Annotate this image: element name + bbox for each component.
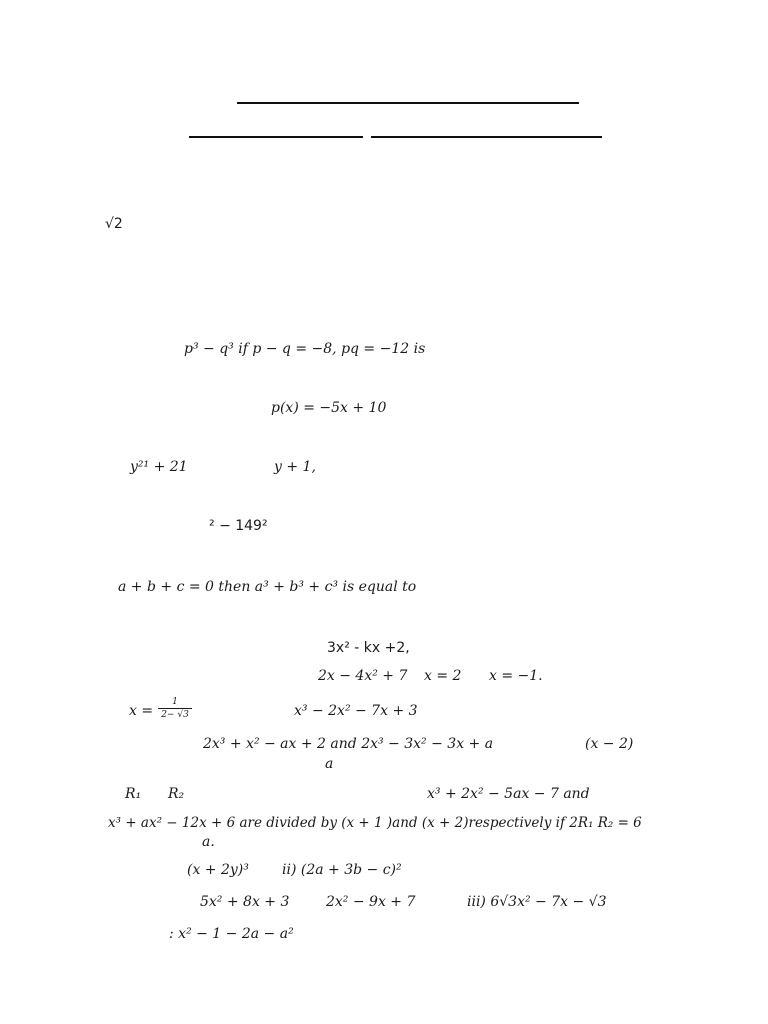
question-y-plus-1: y + 1, bbox=[274, 459, 316, 475]
question-cubic-with-a: x³ + 2x² − 5ax − 7 and bbox=[427, 786, 590, 802]
question-r1: R₁ bbox=[125, 786, 142, 802]
question-r2: R₂ bbox=[168, 786, 185, 802]
question-variable-a: a bbox=[325, 756, 334, 772]
question-p-of-x: p(x) = −5x + 10 bbox=[271, 400, 387, 416]
question-x-equals-minus-1: x = −1. bbox=[489, 668, 543, 684]
question-variable-a-end: a. bbox=[202, 834, 215, 850]
question-factorise-2: 2x² − 9x + 7 bbox=[326, 894, 416, 910]
question-factorise-3: iii) 6√3x² − 7x − √3 bbox=[467, 894, 607, 910]
question-149-squared: ² − 149² bbox=[209, 518, 268, 534]
question-p-q: p³ − q³ if p − q = −8, pq = −12 is bbox=[184, 341, 426, 357]
fraction-denominator: 2− √3 bbox=[161, 710, 189, 720]
question-2x-polynomial: 2x − 4x² + 7 bbox=[318, 668, 408, 684]
subtitle-underline-right bbox=[371, 136, 602, 138]
question-y21: y²¹ + 21 bbox=[130, 459, 188, 475]
question-a-b-c: a + b + c = 0 then a³ + b³ + c³ is equal to bbox=[118, 579, 417, 595]
question-cubic: x³ − 2x² − 7x + 3 bbox=[294, 703, 418, 719]
question-x-equals: x = bbox=[129, 703, 154, 719]
question-factorise-1: 5x² + 8x + 3 bbox=[200, 894, 290, 910]
sqrt-two: √2 bbox=[105, 216, 123, 232]
fraction-bar bbox=[158, 708, 192, 709]
title-underline bbox=[237, 102, 579, 104]
fraction-numerator: 1 bbox=[172, 697, 178, 707]
question-factor-x-minus-2: (x − 2) bbox=[585, 736, 634, 752]
question-remainder-statement: x³ + ax² − 12x + 6 are divided by (x + 1 )and (x + 2)respectively if 2R₁ R₂ = 6 bbox=[108, 815, 642, 831]
question-expand-1: (x + 2y)³ bbox=[187, 862, 249, 878]
subtitle-underline-left bbox=[189, 136, 363, 138]
fraction-one-over-two-minus-root-three bbox=[158, 697, 192, 720]
question-kx: 3x² - kx +2, bbox=[327, 640, 410, 656]
question-two-polynomials: 2x³ + x² − ax + 2 and 2x³ − 3x² − 3x + a bbox=[203, 736, 494, 752]
question-expand-2: ii) (2a + 3b − c)² bbox=[282, 862, 402, 878]
question-factorise-last: : x² − 1 − 2a − a² bbox=[169, 926, 294, 942]
question-x-equals-2: x = 2 bbox=[424, 668, 462, 684]
